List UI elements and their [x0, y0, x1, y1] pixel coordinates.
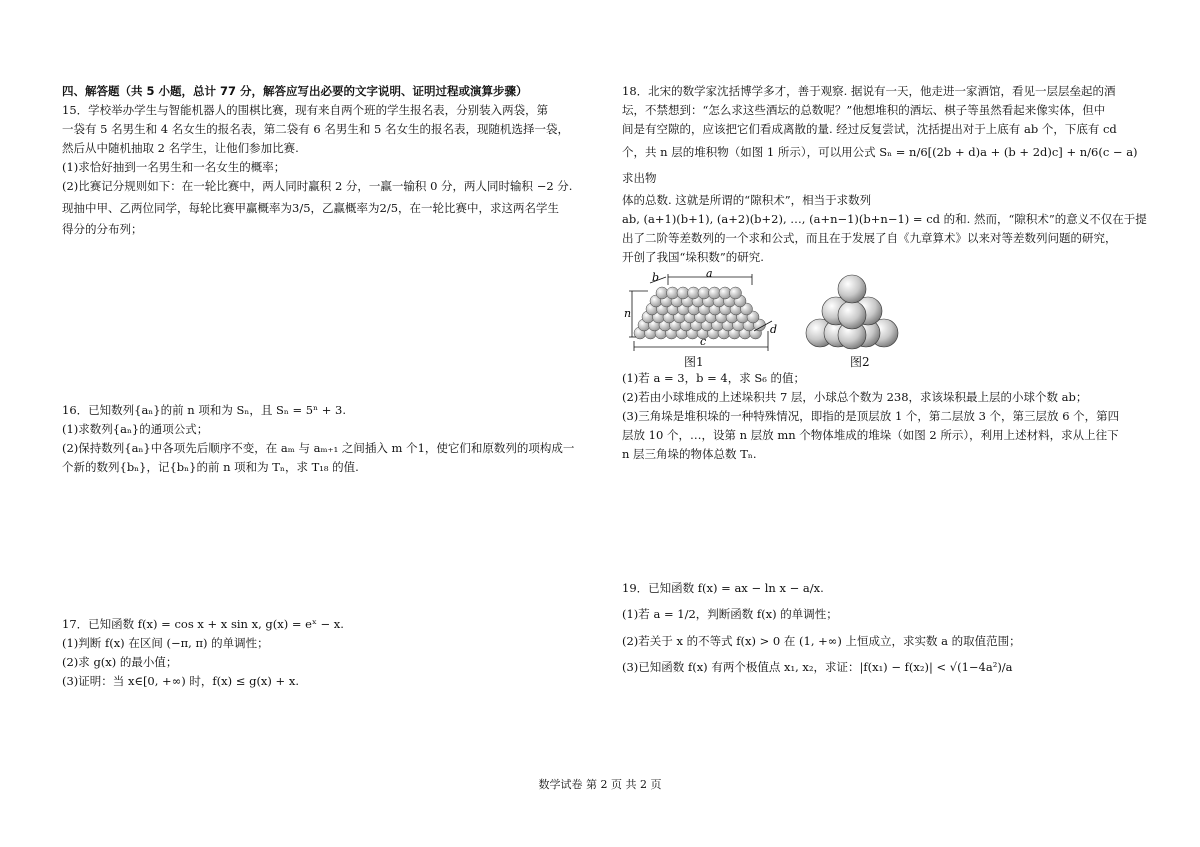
question-18 [622, 82, 1147, 464]
q18-line: 间是有空隙的，应该把它们看成离散的量. 经过反复尝试，沈括提出对于上底有 ab 个，下底有 cd [622, 122, 1117, 136]
stack-sphere [677, 287, 689, 299]
q15-line: (2)比赛记分规则如下：在一轮比赛中，两人同时赢积 2 分，一赢一输积 0 分，两人同时输积 −2 分. [62, 179, 573, 193]
stack-sphere [709, 287, 721, 299]
left-column [62, 82, 582, 691]
q16-line: 16．已知数列{aₙ}的前 n 项和为 Sₙ，且 Sₙ = 5ⁿ + 3. [62, 403, 346, 417]
q18-line: 个，共 n 层的堆积物（如图 1 所示），可以用公式 Sₙ = n/6[(2b + d)a + (b + 2d)c] + n/6(c − a) 求出物 [622, 145, 1138, 185]
q15-line: 然后从中随机抽取 2 名学生，让他们参加比赛. [62, 141, 299, 155]
stack-sphere [719, 287, 731, 299]
question-19 [622, 576, 1147, 680]
q15-line: 15．学校举办学生与智能机器人的围棋比赛，现有来自两个班的学生报名表，分别装入两袋，第 [62, 103, 549, 117]
q17-line: 17．已知函数 f(x) = cos x + x sin x, g(x) = eˣ − x. [62, 617, 344, 631]
q15-line: 得分的分布列； [62, 222, 143, 236]
figure-1-stack-diagram [624, 271, 784, 353]
q19-line: (2)若关于 x 的不等式 f(x) > 0 在 (1, +∞) 上恒成立，求实数 a 的取值范围； [622, 634, 1021, 648]
figure-2-pyramid-diagram [802, 271, 902, 353]
fig1-label-b: b [652, 271, 660, 284]
q18-figures [622, 271, 1147, 367]
q19-line: 19．已知函数 f(x) = ax − ln x − a/x. [622, 581, 824, 595]
stack-sphere [656, 287, 668, 299]
page-footer: 数学试卷 第 2 页 共 2 页 [538, 778, 662, 791]
q16-line: (1)求数列{aₙ}的通项公式； [62, 422, 209, 436]
q18-line: 18．北宋的数学家沈括博学多才，善于观察. 据说有一天，他走进一家酒馆，看见一层层垒起的酒 [622, 84, 1116, 98]
q17-line: (3)证明：当 x∈[0, +∞) 时，f(x) ≤ g(x) + x. [62, 674, 299, 688]
fig1-label-c: c [700, 335, 707, 348]
stack-sphere [730, 287, 742, 299]
stack-sphere [688, 287, 700, 299]
question-16 [62, 401, 582, 477]
q18-part: 层放 10 个，…，设第 n 层放 mn 个物体堆成的堆垛（如图 2 所示），利用上述材料，求从上往下 [622, 428, 1119, 442]
q16-line: (2)保持数列{aₙ}中各项先后顺序不变，在 aₘ 与 aₘ₊₁ 之间插入 m 个1，使它们和原数列的项构成一 [62, 441, 575, 455]
fig1-label-a: a [706, 271, 713, 280]
stack-sphere [698, 287, 710, 299]
q18-line: 坛，不禁想到：“怎么求这些酒坛的总数呢？”他想堆积的酒坛、棋子等虽然看起来像实体，但中 [622, 103, 1106, 117]
q19-line: (3)已知函数 f(x) 有两个极值点 x₁, x₂，求证：|f(x₁) − f(x₂)| < √(1−4a²)/a [622, 660, 1013, 674]
figure-2-caption: 图2 [850, 355, 870, 369]
fig1-label-n: n [624, 307, 632, 320]
q18-line: ab, (a+1)(b+1), (a+2)(b+2), …, (a+n−1)(b+n−1) = cd 的和. 然而，“隙积术”的意义不仅在于提 [622, 212, 1147, 226]
q18-part: (1)若 a = 3，b = 4，求 S₆ 的值； [622, 371, 805, 385]
figure-1-caption: 图1 [684, 355, 704, 369]
q16-line: 个新的数列{bₙ}，记{bₙ}的前 n 项和为 Tₙ，求 T₁₈ 的值. [62, 460, 359, 474]
q15-line: 一袋有 5 名男生和 4 名女生的报名表，第二袋有 6 名男生和 5 名女生的报名表，现随机选择一袋， [62, 122, 570, 136]
q18-line: 出了二阶等差数列的一个求和公式，而且在于发展了自《九章算术》以来对等差数列问题的研究， [622, 231, 1117, 245]
q17-line: (2)求 g(x) 的最小值； [62, 655, 178, 669]
question-15 [62, 101, 582, 239]
q18-part: n 层三角垛的物体总数 Tₙ. [622, 447, 757, 461]
question-17 [62, 615, 582, 691]
q17-line: (1)判断 f(x) 在区间 (−π, π) 的单调性； [62, 636, 269, 650]
right-column [622, 82, 1147, 680]
q18-part: (2)若由小球堆成的上述垛积共 7 层，小球总个数为 238，求该垛积最上层的小球个数 ab； [622, 390, 1088, 404]
q18-line: 体的总数. 这就是所谓的“隙积术”，相当于求数列 [622, 193, 872, 207]
q15-line: (1)求恰好抽到一名男生和一名女生的概率； [62, 160, 286, 174]
q18-part: (3)三角垛是堆积垛的一种特殊情况，即指的是顶层放 1 个，第二层放 3 个，第三层放 6 个，第四 [622, 409, 1120, 423]
fig1-label-d: d [770, 323, 778, 336]
q19-line: (1)若 a = 1/2，判断函数 f(x) 的单调性； [622, 607, 838, 621]
q15-line: 现抽中甲、乙两位同学，每轮比赛甲赢概率为3/5，乙赢概率为2/5，在一轮比赛中，求这两名学生 [62, 201, 560, 215]
q18-line: 开创了我国“垛积数”的研究. [622, 250, 764, 264]
stack-sphere [667, 287, 679, 299]
section-title: 四、解答题（共 5 小题，总计 77 分，解答应写出必要的文字说明、证明过程或演算步骤） [62, 84, 528, 98]
